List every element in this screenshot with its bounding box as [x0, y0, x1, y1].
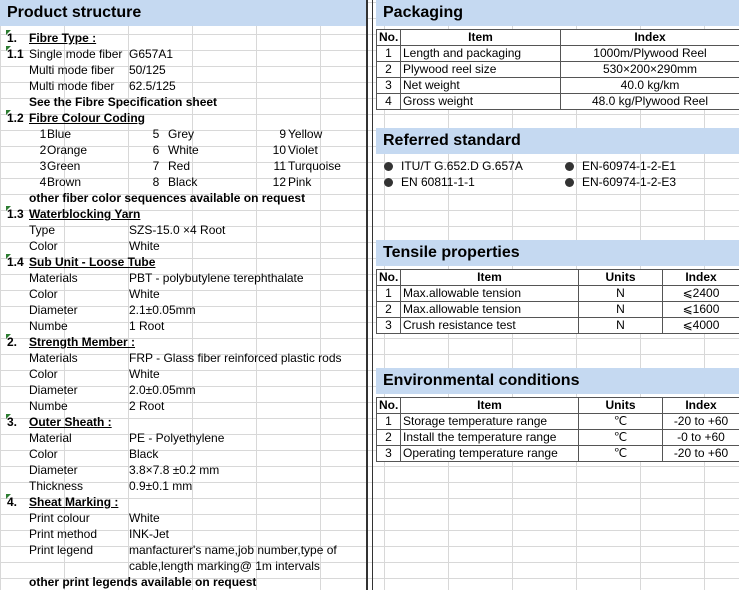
table-cell: 3 — [377, 446, 401, 462]
table-cell: 48.0 kg/Plywood Reel — [561, 94, 739, 110]
table-cell: Max.allowable tension — [401, 286, 579, 302]
table-cell: 530×200×290mm — [561, 62, 739, 78]
color-name: Blue — [47, 127, 72, 141]
table-cell: N — [579, 302, 663, 318]
structure-row — [0, 318, 366, 334]
field-value: manfacturer's name,job number,type of — [129, 543, 337, 557]
section-number: 2. — [7, 335, 18, 349]
table-row — [377, 414, 739, 430]
table-cell: ⩽2400 — [663, 286, 739, 302]
table-cell: -0 to +60 — [663, 430, 739, 446]
structure-row — [0, 446, 366, 462]
field-value: White — [129, 511, 160, 525]
structure-row — [0, 142, 366, 158]
color-number: 8 — [152, 175, 160, 189]
color-number: 4 — [39, 175, 47, 189]
column-header: Units — [579, 398, 663, 414]
table-cell: -20 to +60 — [663, 446, 739, 462]
color-number: 3 — [39, 159, 47, 173]
structure-row — [0, 30, 366, 46]
table-cell: N — [579, 286, 663, 302]
packaging-header: Packaging — [376, 0, 739, 26]
color-name: Pink — [288, 175, 312, 189]
bullet-icon — [384, 178, 393, 187]
standard-item — [384, 158, 559, 174]
column-separator-right — [372, 0, 373, 590]
field-label: Thickness — [29, 479, 84, 493]
table-cell: 2 — [377, 430, 401, 446]
table-cell: ℃ — [579, 414, 663, 430]
field-value: 0.9±0.1 mm — [129, 479, 193, 493]
tensile-properties-header: Tensile properties — [376, 240, 739, 266]
table-cell: -20 to +60 — [663, 414, 739, 430]
structure-row — [0, 206, 366, 222]
structure-row — [0, 574, 366, 590]
table-cell: ℃ — [579, 446, 663, 462]
color-number: 5 — [152, 127, 160, 141]
structure-row — [0, 414, 366, 430]
structure-row — [0, 494, 366, 510]
standard-label: EN-60974-1-2-E3 — [582, 175, 677, 189]
color-number: 6 — [152, 143, 160, 157]
color-name: Violet — [288, 143, 318, 157]
section-number: 4. — [7, 495, 18, 509]
section-title: Outer Sheath : — [29, 415, 112, 429]
bullet-icon — [565, 162, 574, 171]
color-name: White — [168, 143, 199, 157]
section-number: 1.3 — [7, 207, 24, 221]
column-header: Units — [579, 270, 663, 286]
section-number: 1.2 — [7, 111, 24, 125]
column-header: No. — [377, 270, 401, 286]
field-label: Diameter — [29, 383, 78, 397]
table-cell: Operating temperature range — [401, 446, 579, 462]
column-header: Index — [663, 270, 739, 286]
field-label: Color — [29, 367, 58, 381]
table-cell: 1000m/Plywood Reel — [561, 46, 739, 62]
section-note: other fiber color sequences available on request — [29, 191, 306, 205]
structure-row — [0, 430, 366, 446]
field-value: PE - Polyethylene — [129, 431, 225, 445]
color-name: Grey — [168, 127, 195, 141]
field-label: Color — [29, 447, 58, 461]
field-label — [29, 558, 127, 574]
structure-row — [0, 286, 366, 302]
table-row — [377, 46, 739, 62]
section-number: 1.4 — [7, 255, 24, 269]
table-cell: 2 — [377, 62, 401, 78]
bullet-icon — [384, 162, 393, 171]
section-title: Sheat Marking : — [29, 495, 119, 509]
field-label: Materials — [29, 351, 78, 365]
field-label: Multi mode fiber — [29, 63, 115, 77]
field-label: Materials — [29, 271, 78, 285]
standard-item — [565, 174, 739, 190]
section-title: Strength Member : — [29, 335, 136, 349]
color-number: 12 — [272, 175, 286, 189]
structure-row — [0, 382, 366, 398]
referred-standard-header: Referred standard — [376, 128, 739, 154]
table-cell: Gross weight — [401, 94, 561, 110]
field-value: 2.0±0.05mm — [129, 383, 196, 397]
table-row — [377, 94, 739, 110]
section-title: Sub Unit - Loose Tube — [29, 255, 156, 269]
field-value: SZS-15.0 ×4 Root — [129, 223, 226, 237]
section-number: 3. — [7, 415, 18, 429]
field-value: INK-Jet — [129, 527, 170, 541]
table-cell: 40.0 kg/km — [561, 78, 739, 94]
table-cell: Storage temperature range — [401, 414, 579, 430]
bullet-icon — [565, 178, 574, 187]
table-cell: 1 — [377, 286, 401, 302]
field-label: Numbe — [29, 319, 68, 333]
color-name: Brown — [47, 175, 82, 189]
field-label: Multi mode fiber — [29, 79, 115, 93]
field-value: FRP - Glass fiber reinforced plastic rods — [129, 351, 342, 365]
field-value: 50/125 — [129, 63, 166, 77]
table-cell: N — [579, 318, 663, 334]
structure-row — [0, 542, 366, 558]
field-label: Color — [29, 287, 58, 301]
structure-row — [0, 174, 366, 190]
field-value: cable,length marking@ 1m intervals — [129, 559, 320, 573]
table-cell: Install the temperature range — [401, 430, 579, 446]
field-value: 1 Root — [129, 319, 165, 333]
column-header: No. — [377, 398, 401, 414]
structure-row — [0, 190, 366, 206]
color-number: 11 — [273, 159, 286, 173]
section-title: Fibre Type : — [29, 31, 97, 45]
structure-row — [0, 126, 366, 142]
table-row — [377, 78, 739, 94]
structure-row — [0, 398, 366, 414]
column-header: Index — [663, 398, 739, 414]
field-label: Color — [29, 239, 58, 253]
field-value: 2 Root — [129, 399, 165, 413]
structure-row — [0, 510, 366, 526]
table-cell: 1 — [377, 414, 401, 430]
field-label: Print method — [29, 527, 98, 541]
table-cell: Max.allowable tension — [401, 302, 579, 318]
table-cell: Crush resistance test — [401, 318, 579, 334]
field-label: Diameter — [29, 303, 78, 317]
structure-row — [0, 62, 366, 78]
section-title: Fibre Colour Coding — [29, 111, 145, 125]
column-header: Item — [401, 270, 579, 286]
field-value: 2.1±0.05mm — [129, 303, 196, 317]
table-cell: 4 — [377, 94, 401, 110]
standard-label: EN 60811-1-1 — [401, 175, 475, 189]
field-value: 3.8×7.8 ±0.2 mm — [129, 463, 220, 477]
table-row — [377, 430, 739, 446]
field-label: Type — [29, 223, 56, 237]
table-row — [377, 286, 739, 302]
structure-row — [0, 94, 366, 110]
color-name: Orange — [47, 143, 88, 157]
structure-row — [0, 462, 366, 478]
column-header: Item — [401, 398, 579, 414]
structure-row — [0, 526, 366, 542]
field-value: White — [129, 239, 160, 253]
color-name: Yellow — [288, 127, 323, 141]
field-value: 62.5/125 — [129, 79, 176, 93]
table-cell: Length and packaging — [401, 46, 561, 62]
table-row — [377, 62, 739, 78]
table-cell: 1 — [377, 46, 401, 62]
field-value: White — [129, 367, 160, 381]
table-row — [377, 318, 739, 334]
color-number: 10 — [272, 143, 286, 157]
field-value: PBT - polybutylene terephthalate — [129, 271, 304, 285]
field-label: Diameter — [29, 463, 78, 477]
table-row — [377, 446, 739, 462]
field-label: Numbe — [29, 399, 68, 413]
structure-row — [0, 334, 366, 350]
environmental-table — [376, 397, 739, 462]
color-number: 2 — [39, 143, 47, 157]
table-cell: 3 — [377, 318, 401, 334]
section-note: other print legends available on request — [29, 575, 257, 589]
product-structure-header: Product structure — [0, 0, 366, 26]
standard-item — [384, 174, 559, 190]
table-cell: Plywood reel size — [401, 62, 561, 78]
structure-row — [0, 350, 366, 366]
structure-row — [0, 222, 366, 238]
standard-label: EN-60974-1-2-E1 — [582, 159, 677, 173]
structure-row — [0, 270, 366, 286]
structure-row — [0, 254, 366, 270]
color-number: 7 — [152, 159, 160, 173]
field-label: Single mode fiber — [29, 47, 123, 61]
column-separator-left — [366, 0, 368, 590]
field-label: Print legend — [29, 543, 94, 557]
structure-row — [0, 78, 366, 94]
table-row — [377, 302, 739, 318]
standard-item — [565, 158, 739, 174]
field-label: Print colour — [29, 511, 90, 525]
color-number: 9 — [279, 127, 286, 141]
structure-row — [0, 366, 366, 382]
color-number: 1 — [39, 127, 47, 141]
structure-row — [0, 478, 366, 494]
section-title: Waterblocking Yarn — [29, 207, 141, 221]
table-cell: ℃ — [579, 430, 663, 446]
table-cell: 3 — [377, 78, 401, 94]
packaging-table — [376, 29, 739, 110]
color-name: Black — [168, 175, 198, 189]
column-header: Index — [561, 30, 739, 46]
tensile-table — [376, 269, 739, 334]
color-name: Red — [168, 159, 191, 173]
section-number: 1.1 — [7, 47, 24, 61]
structure-row — [0, 558, 366, 574]
field-label: Material — [29, 431, 72, 445]
structure-row — [0, 46, 366, 62]
field-value: Black — [129, 447, 159, 461]
field-value: White — [129, 287, 160, 301]
structure-row — [0, 302, 366, 318]
structure-row — [0, 238, 366, 254]
structure-row — [0, 110, 366, 126]
section-number: 1. — [7, 31, 18, 45]
section-note: See the Fibre Specification sheet — [29, 95, 218, 109]
field-value: G657A1 — [129, 47, 174, 61]
color-name: Turquoise — [288, 159, 341, 173]
structure-row — [0, 158, 366, 174]
color-name: Green — [47, 159, 81, 173]
table-cell: ⩽4000 — [663, 318, 739, 334]
table-cell: 2 — [377, 302, 401, 318]
standard-label: ITU/T G.652.D G.657A — [401, 159, 523, 173]
column-header: Item — [401, 30, 561, 46]
table-cell: Net weight — [401, 78, 561, 94]
table-cell: ⩽1600 — [663, 302, 739, 318]
column-header: No. — [377, 30, 401, 46]
environmental-conditions-header: Environmental conditions — [376, 368, 739, 394]
